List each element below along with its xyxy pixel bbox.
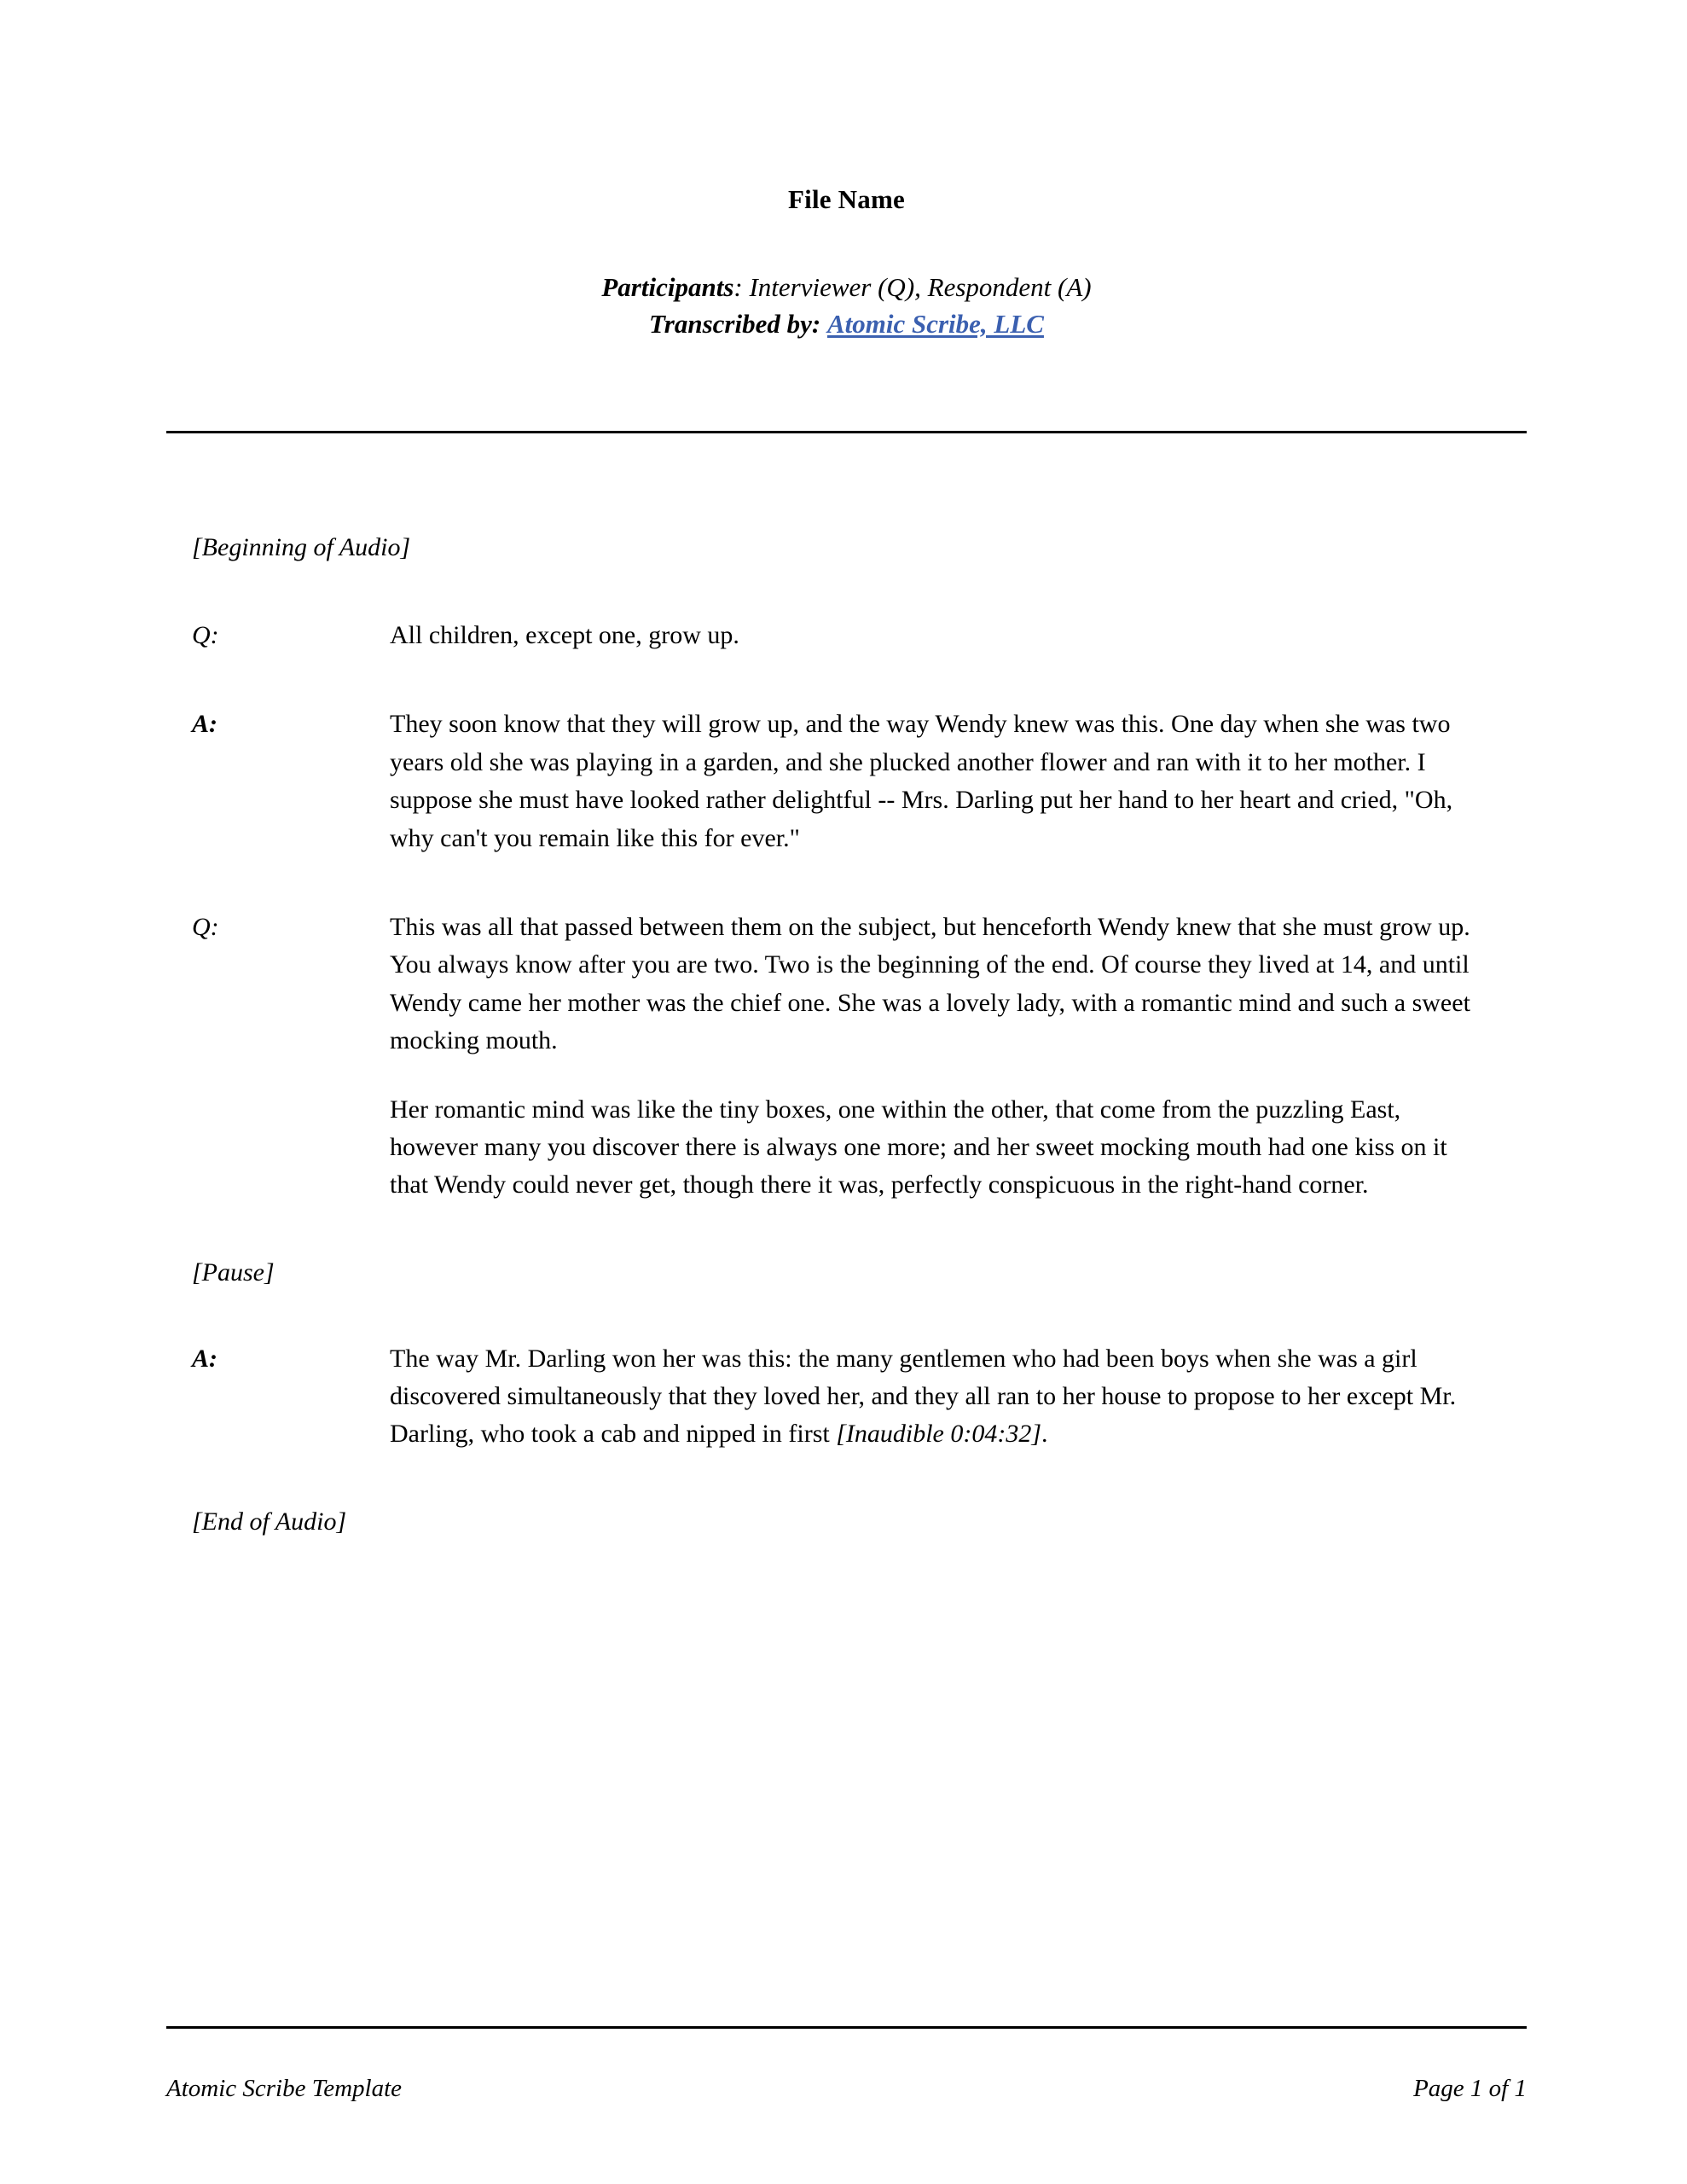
transcript-turn [192, 617, 1471, 654]
end-of-audio-marker: [End of Audio] [192, 1507, 347, 1536]
transcript-turn [192, 706, 1471, 857]
spacer [192, 654, 1471, 706]
spacer [192, 564, 1471, 617]
pause-marker: [Pause] [192, 1258, 275, 1287]
turn-paragraph: Her romantic mind was like the tiny boxes, one within the other, that come from the puzzling East, however many you discover there is always one more; and her sweet mocking mouth had one kiss on it that Wendy could never get, though there it was, perfectly conspicuous in the right-hand corner. [390, 1095, 1447, 1199]
transcribed-by-line [166, 307, 1527, 342]
participants-line [166, 270, 1527, 305]
spacer [192, 857, 1471, 909]
turn-body [390, 706, 1471, 857]
footer-divider [166, 2026, 1527, 2029]
inaudible-timestamp-tag: [Inaudible 0:04:32] [836, 1420, 1042, 1449]
turn-body [390, 909, 1471, 1205]
turn-text-after-tag: . [1041, 1420, 1048, 1449]
turn-body [390, 617, 1471, 654]
speaker-label: A: [192, 710, 217, 739]
speaker-label: Q: [192, 912, 219, 941]
turn-paragraph: All children, except one, grow up. [390, 621, 739, 649]
transcribed-by-label: Transcribed by: [649, 308, 821, 339]
speaker-label: Q: [192, 621, 219, 649]
transcript-body [192, 531, 1471, 1538]
footer-template-name: Atomic Scribe Template [166, 2075, 402, 2102]
page-title: File Name [788, 184, 905, 214]
turn-text-before-tag: The way Mr. Darling won her was this: the many gentlemen who had been boys when she was a girl discovered simultaneously that they loved her, and they all ran to her house to propose to her except Mr. Darling, who took a cab and nipped in first [390, 1344, 1457, 1449]
header-divider [166, 431, 1527, 433]
turn-paragraph [390, 1340, 1471, 1454]
spacer [192, 1205, 1471, 1256]
speaker-label: A: [192, 1344, 217, 1373]
turn-paragraph: This was all that passed between them on the subject, but henceforth Wendy knew that she must grow up. You always know after you are two. Two is the beginning of the end. Of course they lived at 14, and until Wendy came her mother was the chief one. She was a lovely lady, with a romantic mind and such a sweet mocking mouth. [390, 912, 1470, 1055]
turn-body [390, 1340, 1471, 1454]
participants-label: Participants [601, 271, 734, 302]
document-header [166, 183, 1527, 342]
participants-value: : Interviewer (Q), Respondent (A) [733, 271, 1092, 302]
transcription-service-link[interactable]: Atomic Scribe, LLC [826, 308, 1044, 339]
document-footer [166, 2075, 1527, 2103]
transcript-turn [192, 1340, 1471, 1454]
spacer [192, 1289, 1471, 1340]
footer-page-number: Page 1 of 1 [1413, 2075, 1527, 2102]
transcript-turn [192, 909, 1471, 1205]
spacer [192, 1454, 1471, 1505]
beginning-of-audio-marker: [Beginning of Audio] [192, 533, 411, 561]
turn-paragraph: They soon know that they will grow up, and the way Wendy knew was this. One day when she was two years old she was playing in a garden, and she plucked another flower and ran with it to her mother. I suppose she must have looked rather delightful -- Mrs. Darling put her hand to her heart and cried, "Oh, why can't you remain like this for ever." [390, 710, 1453, 852]
